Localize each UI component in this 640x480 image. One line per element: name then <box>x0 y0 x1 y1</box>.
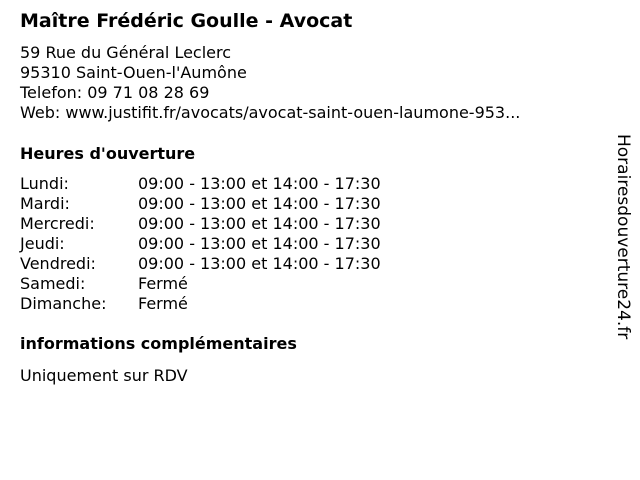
phone-number: Telefon: 09 71 08 28 69 <box>20 83 210 102</box>
page-title: Maître Frédéric Goulle - Avocat <box>20 10 353 32</box>
hours-day: Mardi: <box>20 194 70 213</box>
website-link[interactable]: Web: www.justifit.fr/avocats/avocat-saint-ouen-laumone-953... <box>20 103 521 122</box>
street-address: 59 Rue du Général Leclerc <box>20 43 232 62</box>
hours-heading: Heures d'ouverture <box>20 144 196 163</box>
hours-time: 09:00 - 13:00 et 14:00 - 17:30 <box>138 194 381 213</box>
hours-day: Samedi: <box>20 274 86 293</box>
hours-time: Fermé <box>138 294 188 313</box>
hours-day: Lundi: <box>20 174 69 193</box>
hours-time: Fermé <box>138 274 188 293</box>
info-text: Uniquement sur RDV <box>20 366 188 385</box>
hours-time: 09:00 - 13:00 et 14:00 - 17:30 <box>138 214 381 233</box>
site-watermark: Horairesdouverture24.fr <box>613 134 633 340</box>
hours-time: 09:00 - 13:00 et 14:00 - 17:30 <box>138 234 381 253</box>
hours-day: Vendredi: <box>20 254 96 273</box>
hours-time: 09:00 - 13:00 et 14:00 - 17:30 <box>138 254 381 273</box>
hours-time: 09:00 - 13:00 et 14:00 - 17:30 <box>138 174 381 193</box>
hours-day: Dimanche: <box>20 294 107 313</box>
info-heading: informations complémentaires <box>20 334 297 353</box>
address-block <box>20 43 520 123</box>
hours-day: Mercredi: <box>20 214 95 233</box>
city-address: 95310 Saint-Ouen-l'Aumône <box>20 63 247 82</box>
hours-day: Jeudi: <box>20 234 65 253</box>
